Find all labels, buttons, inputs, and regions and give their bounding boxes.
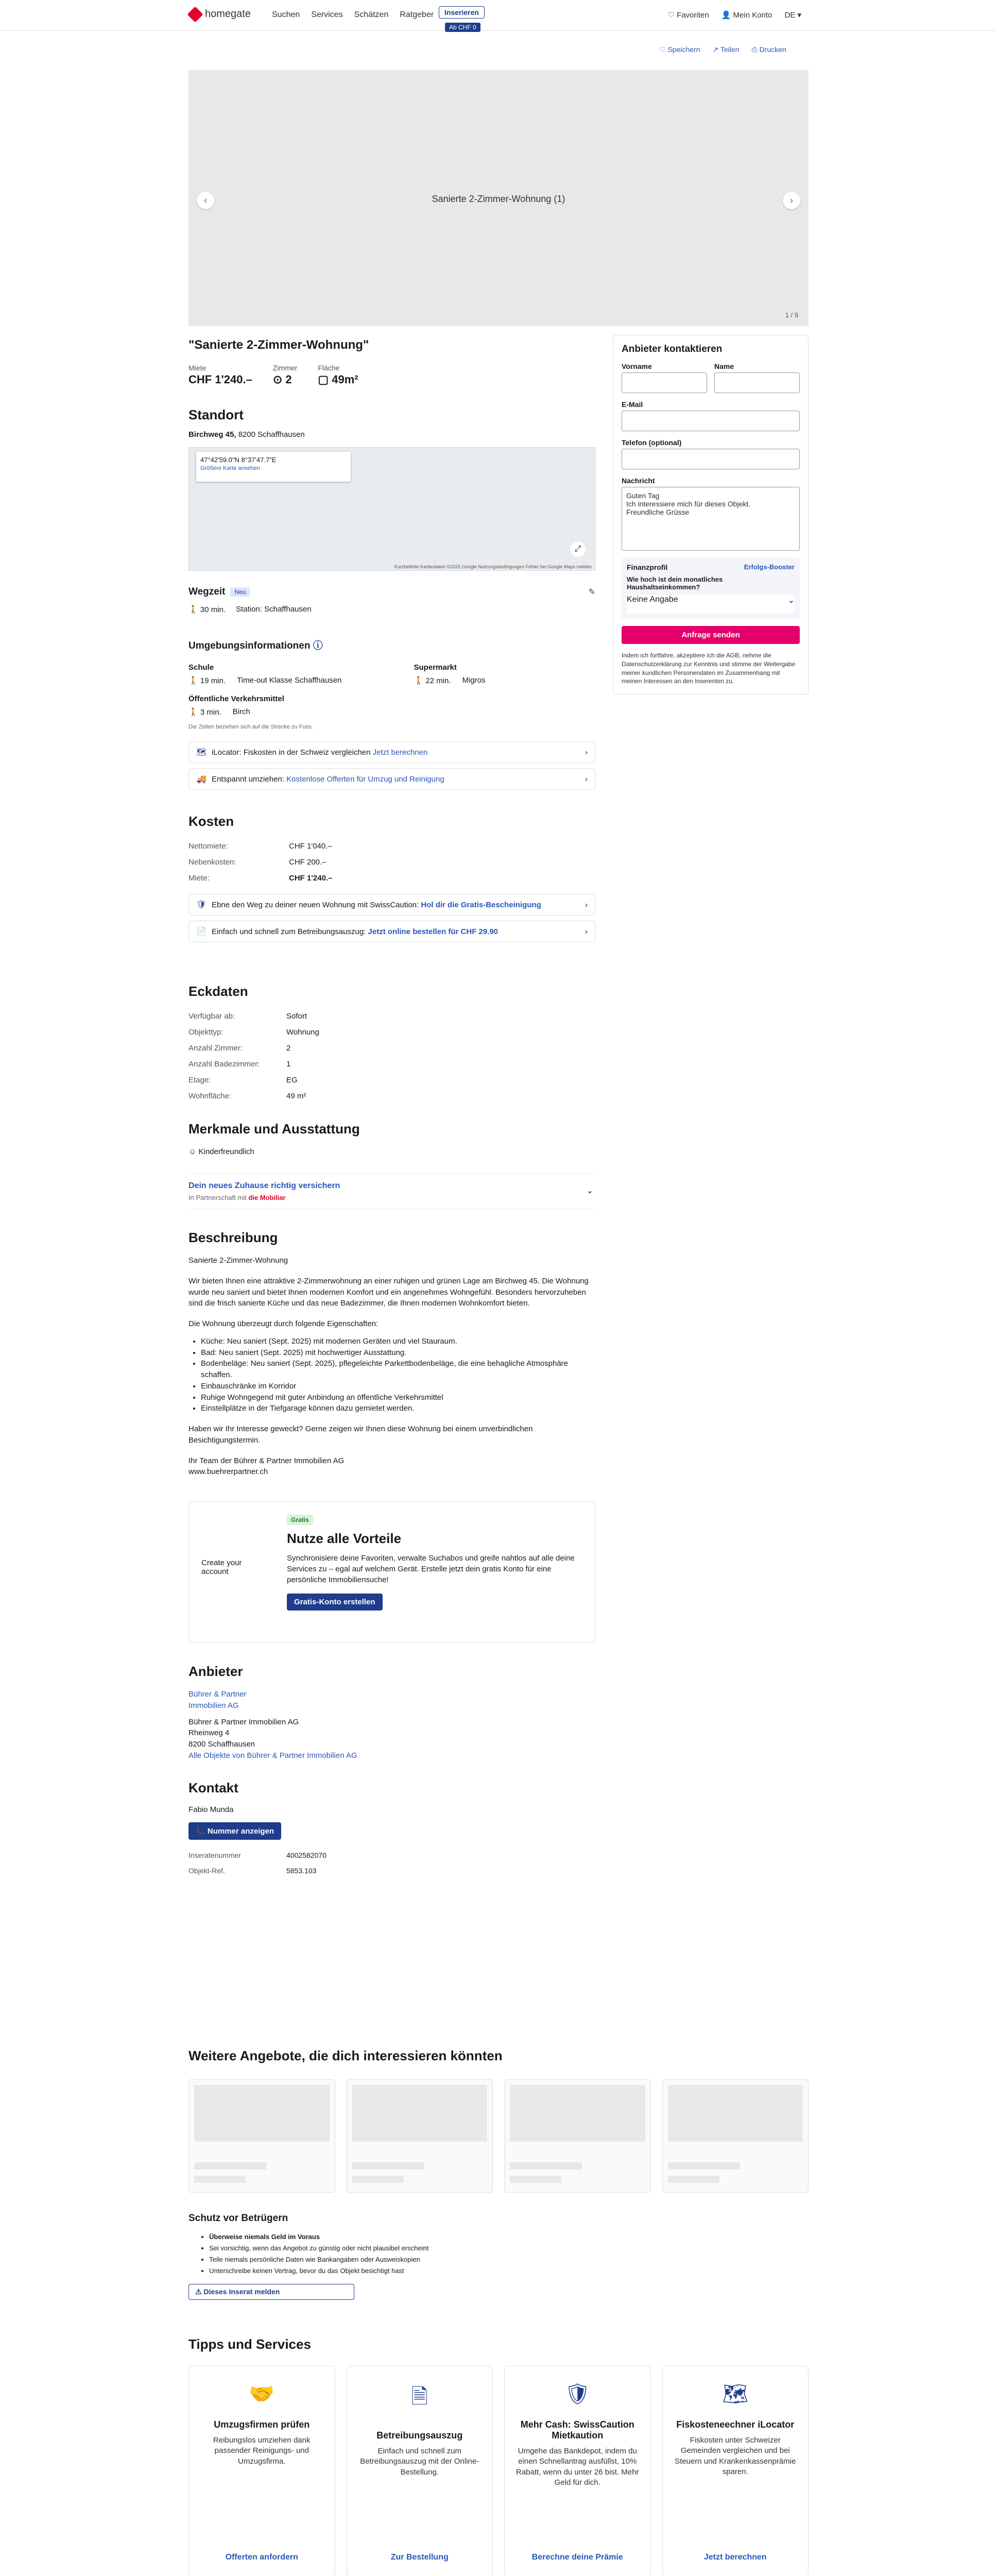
chevron-down-icon: ⌄ bbox=[586, 1187, 593, 1195]
new-badge: Neu bbox=[230, 587, 250, 597]
map-coordinates: 47°42'59.0"N 8°37'47.7"E bbox=[200, 456, 277, 464]
commute-station: Station: Schaffhausen bbox=[236, 605, 312, 614]
offer-card[interactable] bbox=[504, 2079, 651, 2193]
street: Birchweg 45, bbox=[188, 430, 236, 439]
promo-moving[interactable]: 🚚 Entspannt umziehen: Kostenlose Offerten für Umzug und Reinigung › bbox=[188, 768, 595, 790]
site-header bbox=[0, 0, 997, 31]
map[interactable] bbox=[188, 447, 595, 571]
supermarket-label: Supermarkt bbox=[414, 663, 457, 672]
school-label: Schule bbox=[188, 663, 214, 672]
income-select[interactable]: Keine Angabe ⌄ bbox=[627, 595, 795, 614]
phone-input[interactable] bbox=[622, 449, 800, 469]
map-icon: 🗺 bbox=[722, 2383, 749, 2405]
insert-price-badge: Ab CHF 0 bbox=[445, 23, 480, 32]
area-icon: ▢ bbox=[318, 373, 329, 386]
gallery-next-icon[interactable]: › bbox=[783, 192, 800, 209]
insurance-link[interactable]: Dein neues Zuhause richtig versichern bbox=[188, 1181, 340, 1190]
offer-card[interactable] bbox=[347, 2079, 493, 2193]
tips-heading: Tipps und Services bbox=[188, 2336, 311, 2352]
fullscreen-icon[interactable]: ⤢ bbox=[570, 541, 586, 557]
image-gallery[interactable] bbox=[188, 70, 809, 326]
gallery-caption: Sanierte 2-Zimmer-Wohnung (1) bbox=[432, 194, 565, 204]
map-popup bbox=[196, 452, 351, 482]
document-icon: 🗎 bbox=[411, 2385, 428, 2408]
edit-icon[interactable]: ✎ bbox=[588, 588, 595, 597]
send-request-button[interactable]: Anfrage senden bbox=[622, 626, 800, 644]
first-name-input[interactable] bbox=[622, 372, 707, 393]
logo-icon bbox=[187, 6, 203, 22]
homegate-logo[interactable]: homegate bbox=[190, 8, 251, 20]
shield-icon: 🛡 bbox=[564, 2383, 591, 2405]
email-input[interactable] bbox=[622, 411, 800, 431]
message-textarea[interactable]: Guten Tag Ich interessiere mich für dieses Objekt. Freundliche Grüsse bbox=[622, 487, 800, 551]
provider-logo[interactable]: Bührer & Partner Immobilien AG bbox=[188, 1690, 247, 1710]
extra-costs: CHF 200.– bbox=[289, 858, 326, 867]
contact-form: Anbieter kontaktieren Vorname Name E-Mail Telefon (optional) Nachricht Guten Tag Ich interessiere mich für dieses Objekt. Freundliche Grüsse Finanzprofil Erfolgs-Booster Wie hoch ist dein monatliches Haushaltseinkommen? Keine Angabe ⌄ Anfrage senden Indem ich fortfahre, akzeptiere ich die AGB, nehme die Datenschutzerklärung zur Kenntnis und stimme der Weitergabe meiner kundlichen Personendaten im Zusammenhang mit meinen Interessen an den Inserenten zu. bbox=[613, 335, 809, 694]
area-label: Fläche bbox=[318, 364, 340, 372]
promo-betreibung[interactable]: 📄 Einfach und schnell zum Betreibungsauszug: Jetzt online bestellen für CHF 29.90 › bbox=[188, 921, 595, 942]
map-larger-link[interactable]: Größere Karte ansehen bbox=[200, 465, 260, 471]
description-heading: Beschreibung bbox=[188, 1230, 278, 1245]
rooms-icon: ⊙ bbox=[272, 373, 283, 386]
promo-ilocator[interactable]: 🗺 iLocator: Fiskosten in der Schweiz vergleichen Jetzt berechnen › bbox=[188, 741, 595, 763]
gallery-counter: 1 / 9 bbox=[785, 311, 798, 319]
map-icon: 🗺 bbox=[196, 748, 207, 757]
more-offers-heading: Weitere Angebote, die dich interessieren könnten bbox=[188, 2048, 503, 2063]
document-icon: 📄 bbox=[196, 927, 207, 936]
commute-time: 30 min. bbox=[200, 605, 226, 614]
mobiliar-logo: die Mobiliar bbox=[248, 1194, 286, 1201]
child-icon: ☺ bbox=[188, 1147, 197, 1156]
show-number-button[interactable]: 📞 Nummer anzeigen bbox=[188, 1822, 281, 1840]
details-heading: Eckdaten bbox=[188, 984, 248, 999]
print-button[interactable]: ⎙ Drucken bbox=[751, 45, 786, 54]
all-listings-link[interactable]: Alle Objekte von Bührer & Partner Immobilien AG bbox=[188, 1751, 357, 1760]
legal-text: Indem ich fortfahre, akzeptiere ich die AGB, nehme die Datenschutzerklärung zur Kenntnis und stimme der Weitergabe meiner kundlichen Personendaten im Zusammenhang mit meinen Interessen an den Inserenten zu. bbox=[622, 652, 796, 685]
fraud-heading: Schutz vor Betrügern bbox=[188, 2213, 288, 2224]
rooms-label: Zimmer bbox=[272, 364, 298, 372]
costs-heading: Kosten bbox=[188, 814, 234, 829]
contact-name: Fabio Munda bbox=[188, 1805, 234, 1814]
features-heading: Merkmale und Ausstattung bbox=[188, 1121, 360, 1137]
nav-item-services[interactable]: Services bbox=[311, 10, 343, 19]
transit-label: Öffentliche Verkehrsmittel bbox=[188, 694, 284, 703]
promo-swisscaution[interactable]: 🛡 Ebne den Weg zu deiner neuen Wohnung mit SwissCaution: Hol dir die Gratis-Bescheinigung › bbox=[188, 894, 595, 916]
gallery-prev-icon[interactable]: ‹ bbox=[197, 192, 214, 209]
rent-label: Miete bbox=[188, 364, 207, 372]
surroundings-heading: Umgebungsinformationen ⓘ bbox=[188, 640, 323, 651]
total-rent: CHF 1'240.– bbox=[289, 874, 333, 883]
provider-heading: Anbieter bbox=[188, 1664, 243, 1679]
language-switch[interactable]: DE ▾ bbox=[784, 11, 801, 20]
create-account-button[interactable]: Gratis-Konto erstellen bbox=[287, 1594, 383, 1611]
insert-button[interactable]: Inserieren bbox=[439, 6, 485, 19]
location-heading: Standort bbox=[188, 407, 244, 422]
account-link[interactable]: 👤 Mein Konto bbox=[721, 11, 772, 20]
info-icon: ⓘ bbox=[313, 640, 323, 651]
tip-card-betreibung[interactable]: 🗎 Betreibungsauszug Einfach und schnell zum Betreibungsauszug mit der Online-Bestellung. Zur Bestellung bbox=[347, 2366, 493, 2576]
account-promo: Create your account Gratis Nutze alle Vorteile Synchronisiere deine Favoriten, verwalte Suchabos und greife nahtlos auf alle deine Services zu – egal auf welchem Gerät. Erstelle jetzt dein gratis Konto für eine persönliche Immobiliensuche! Gratis-Konto erstellen bbox=[188, 1501, 595, 1643]
walk-icon: 🚶 bbox=[188, 605, 198, 614]
commute-heading: Wegzeit bbox=[188, 586, 226, 597]
main-nav bbox=[272, 10, 434, 20]
school-name: Time-out Klasse Schaffhausen bbox=[237, 676, 342, 685]
offer-card[interactable] bbox=[662, 2079, 809, 2193]
tip-card-moving[interactable]: 🤝 Umzugsfirmen prüfen Reibungslos umziehen dank passender Reinigungs- und Umzugsfirma. Offerten anfordern bbox=[188, 2366, 335, 2576]
transit-name: Birch bbox=[232, 707, 250, 716]
truck-icon: 🚚 bbox=[196, 775, 207, 784]
net-rent: CHF 1'040.– bbox=[289, 842, 332, 851]
listing-title: "Sanierte 2-Zimmer-Wohnung" bbox=[188, 338, 369, 352]
supermarket-name: Migros bbox=[462, 676, 486, 685]
tip-card-swisscaution[interactable]: 🛡 Mehr Cash: SwissCaution Mietkaution Umgehe das Bankdepot, indem du einen Schnellantrag ausfüllst, 10% Rabatt, wenn du unter 26 bist. Mehr Geld für dich. Berechne deine Prämie bbox=[504, 2366, 651, 2576]
feature-item: Kinderfreundlich bbox=[198, 1147, 254, 1156]
tip-card-ilocator[interactable]: 🗺 Fiskosteneechner iLocator Fiskosten unter Schweizer Gemeinden vergleichen und bei Steuern und Krankenkassenprämie sparen. Jetzt berechnen bbox=[662, 2366, 809, 2576]
nav-item-estimate[interactable]: Schätzen bbox=[354, 10, 389, 19]
last-name-input[interactable] bbox=[714, 372, 800, 393]
nav-item-search[interactable]: Suchen bbox=[272, 10, 300, 19]
save-button[interactable]: ♡ Speichern bbox=[659, 45, 700, 54]
share-button[interactable]: ↗ Teilen bbox=[712, 45, 740, 54]
map-footer: Kurzbefehle Kartendaten ©2025 Google Nutzungsbedingungen Fehler bei Google Maps melden bbox=[394, 564, 592, 569]
shield-icon: 🛡 bbox=[196, 901, 207, 909]
offer-card[interactable] bbox=[188, 2079, 335, 2193]
favorites-link[interactable]: ♡ Favoriten bbox=[667, 11, 709, 20]
times-note: Die Zeiten beziehen sich auf die Strecke zu Fuss. bbox=[188, 724, 313, 730]
finance-booster-link[interactable]: Erfolgs-Booster bbox=[744, 563, 795, 571]
rent-value: CHF 1'240.– bbox=[188, 373, 252, 386]
rooms-value: 2 bbox=[285, 373, 292, 386]
nav-item-guide[interactable]: Ratgeber bbox=[400, 10, 434, 19]
city: 8200 Schaffhausen bbox=[238, 430, 305, 439]
area-value: 49m² bbox=[332, 373, 358, 386]
contact-form-heading: Anbieter kontaktieren bbox=[622, 344, 723, 354]
report-listing-button[interactable]: ⚠ Dieses Inserat melden bbox=[188, 2284, 354, 2300]
handshake-icon: 🤝 bbox=[249, 2383, 275, 2405]
insurance-panel[interactable]: Dein neues Zuhause richtig versichern In Partnerschaft mit die Mobiliar ⌄ bbox=[188, 1174, 595, 1209]
contact-heading: Kontakt bbox=[188, 1780, 238, 1795]
